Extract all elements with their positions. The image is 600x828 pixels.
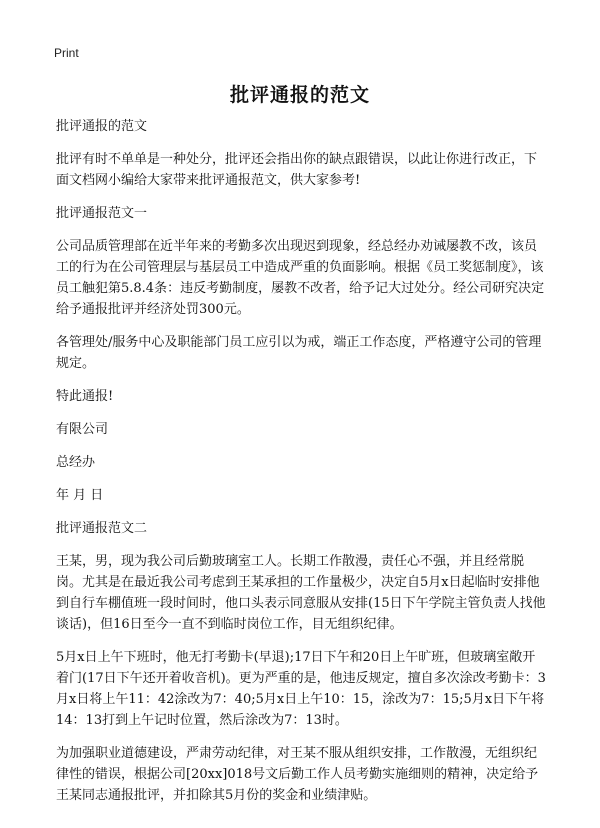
body-paragraph: 为加强职业道德建设，严肃劳动纪律，对王某不服从组织安排，工作散漫，无组织纪律性的错误，根据公司[20xx]018号文后勤工作人员考勤实施细则的精神，决定给予王某同志通报批评，并扣除其5月份的奖金和业绩津贴。 <box>56 746 539 803</box>
body-paragraph: 公司品质管理部在近半年来的考勤多次出现迟到现象，经总经办劝诫屡教不改，该员工的行为在公司管理层与基层员工中造成严重的负面影响。根据《员工奖惩制度》，该员工触犯第5.8.4条：违反考勤制度，屡教不改者，给予记大过处分。经公司研究决定给予通报批评并经济处罚300元。 <box>56 239 545 317</box>
body-paragraph: 5月x日上午下班时，他无打考勤卡(早退);17日下午和20日上午旷班，但玻璃室敞开着门(17日下午还开着收音机)。更为严重的是，他违反规定，擅自多次涂改考勤卡：3月x日将上午11：42涂改为7：40;5月x日上午10：15，涂改为7：15;5月x日下午将14：13打到上午记时位置，然后涂改为7：13时。 <box>56 650 546 728</box>
document-body <box>56 116 548 818</box>
print-link[interactable]: Print <box>54 46 79 60</box>
intro-paragraph: 批评有时不单单是一种处分，批评还会指出你的缺点跟错误，以此让你进行改正，下面文档网小编给大家带来批评通报范文，供大家参考! <box>56 152 538 188</box>
notice-line: 特此通报! <box>56 389 114 404</box>
section-heading-one: 批评通报范文一 <box>56 206 148 221</box>
subtitle-paragraph: 批评通报的范文 <box>56 119 148 134</box>
body-paragraph: 王某，男，现为我公司后勤玻璃室工人。长期工作散漫，责任心不强，并且经常脱岗。尤其是在最近我公司考虑到王某承担的工作量极少，决定自5月x日起临时安排他到自行车棚值班一段时间时，他口头表示同意服从安排(15日下午学院主管负责人找他谈话)，但16日至今一直不到临时岗位工作，目无组织纪律。 <box>56 554 546 632</box>
date-line: 年 月 日 <box>56 488 104 503</box>
department-line: 总经办 <box>56 455 96 470</box>
body-paragraph: 各管理处/服务中心及职能部门员工应引以为戒，端正工作态度，严格遵守公司的管理规定。 <box>56 335 542 371</box>
company-line: 有限公司 <box>56 422 109 437</box>
section-heading-two: 批评通报范文二 <box>56 521 148 536</box>
document-title: 批评通报的范文 <box>229 84 370 106</box>
